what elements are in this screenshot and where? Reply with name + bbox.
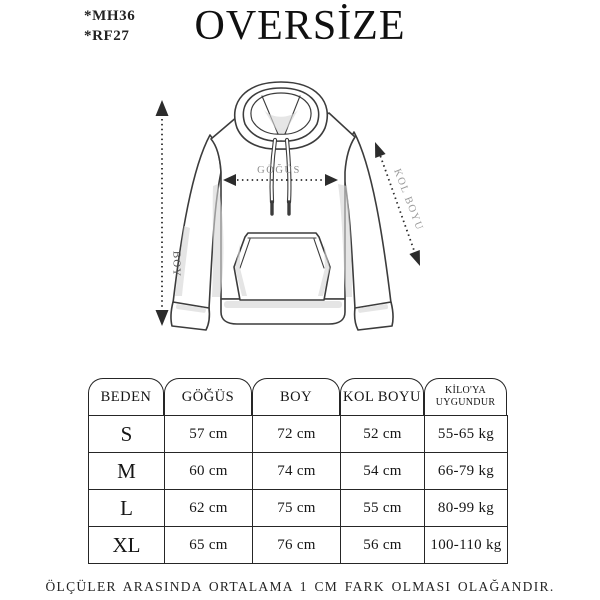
table-row: [89, 490, 508, 527]
page-title: OVERSİZE: [194, 3, 406, 49]
table-row: [89, 453, 508, 490]
length-cell: 76 cm: [253, 527, 341, 564]
column-header-boy: BOY: [252, 378, 340, 415]
weight-cell: 66-79 kg: [425, 453, 508, 490]
hoodie-measurement-diagram: [140, 76, 460, 368]
chest-label: GÖĞÜS: [257, 165, 301, 176]
sleeve-cell: 54 cm: [341, 453, 425, 490]
size-table: [88, 378, 507, 564]
table-row: [89, 527, 508, 564]
chest-cell: 60 cm: [165, 453, 253, 490]
size-cell: S: [89, 416, 165, 453]
size-cell: M: [89, 453, 165, 490]
sleeve-cell: 56 cm: [341, 527, 425, 564]
column-header-kiloya-uygundur: KİLO'YA UYGUNDUR: [424, 378, 507, 415]
hood-outer: [235, 82, 328, 149]
chest-cell: 57 cm: [165, 416, 253, 453]
measurement-disclaimer: ÖLÇÜLER ARASINDA ORTALAMA 1 CM FARK OLMASI OLAĞANDIR.: [45, 579, 555, 594]
column-header-beden: BEDEN: [88, 378, 164, 415]
arrow-up-right-icon: [375, 142, 386, 158]
size-table-header: [88, 378, 507, 415]
table-row: [89, 416, 508, 453]
length-cell: 74 cm: [253, 453, 341, 490]
sleeve-label: KOL BOYU: [391, 167, 425, 233]
sleeve-cell: 52 cm: [341, 416, 425, 453]
chest-cell: 62 cm: [165, 490, 253, 527]
length-cell: 75 cm: [253, 490, 341, 527]
weight-cell: 100-110 kg: [425, 527, 508, 564]
weight-cell: 80-99 kg: [425, 490, 508, 527]
size-cell: L: [89, 490, 165, 527]
weight-cell: 55-65 kg: [425, 416, 508, 453]
size-cell: XL: [89, 527, 165, 564]
length-label: BOY: [170, 250, 183, 278]
sleeve-cell: 55 cm: [341, 490, 425, 527]
arrow-down-icon: [156, 310, 169, 326]
length-cell: 72 cm: [253, 416, 341, 453]
arrow-up-icon: [156, 100, 169, 116]
arrow-down-right-icon: [409, 250, 420, 266]
product-code-1: *MH36: [84, 8, 136, 24]
size-table-body: [88, 415, 508, 564]
chest-cell: 65 cm: [165, 527, 253, 564]
product-code-2: *RF27: [84, 27, 130, 44]
column-header-gogus: GÖĞÜS: [164, 378, 252, 415]
column-header-kol-boyu: KOL BOYU: [340, 378, 424, 415]
